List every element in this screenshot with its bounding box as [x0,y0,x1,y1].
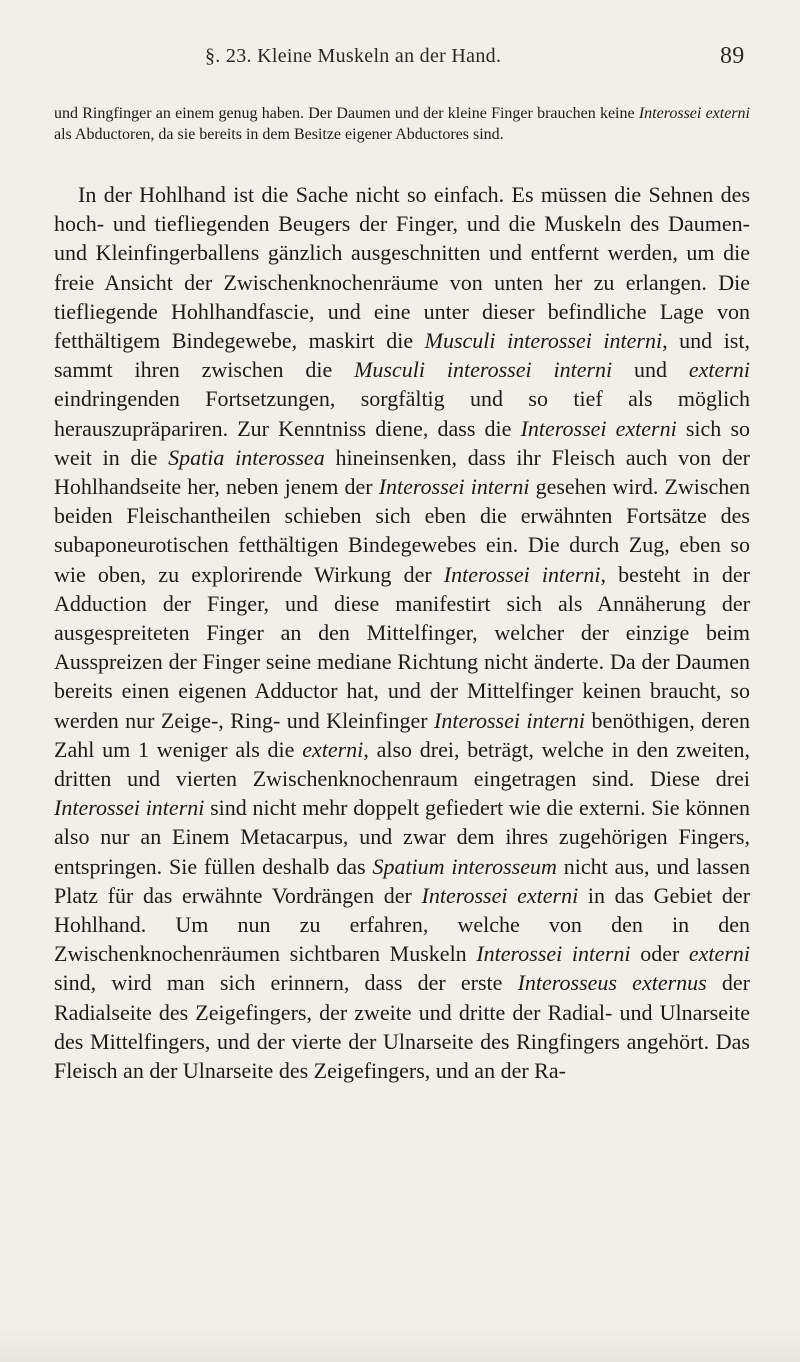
italic-term: Interosseus externus [517,970,707,996]
text-run: sind nicht mehr doppelt gefiedert wie die externi. Sie können also nur an Einem Metacarpus, und zwar dem ihres zugehörigen Fingers, entspringen. Sie füllen deshalb das [54,795,750,879]
text-run: als Abductoren, da sie bereits in dem Besitze eigener Abductores sind. [54,125,504,143]
section-title: §. 23. Kleine Muskeln an der Hand. [205,45,502,67]
text-run: sich so weit in die [54,415,751,470]
italic-term: externi [302,736,364,762]
italic-term: Interossei interni [54,795,205,821]
text-run: gesehen wird. Zwischen beiden Fleischantheilen schieben sich eben die erwähnten Fortsätze des subaponeurotischen fetthältigen Bindegewebes ein. Die durch Zug, eben so wie oben, zu explorirende Wirkung der [54,474,750,587]
text-run: und [612,357,689,383]
text-run: der Radialseite des Zeigefingers, der zweite und dritte der Radial- und Ulnarseite des Mittelfingers, und der vierte der Ulnarseite des Ringfingers angehört. Das Fleisch an der Ulnarseite des Zeigefingers, und an der Ra- [54,970,750,1084]
italic-term: externi [688,357,750,383]
italic-term: Spatium interosseum [372,853,557,879]
italic-term: Interossei interni [476,941,631,967]
text-run: sind, wird man sich erinnern, dass der erste [54,970,518,996]
text-run: und Ringfinger an einem genug haben. Der Daumen und der kleine Finger brauchen keine [54,105,639,122]
italic-term: Spatia interossea [168,444,325,470]
text-run: , also drei, beträgt, welche in den zweiten, dritten und vierten Zwischenknochenraum eingetragen sind. Diese drei [54,736,750,792]
text-run: hineinsenken, dass ihr Fleisch auch von der Hohlhandseite her, neben jenem der [54,444,750,500]
page-fold-shadow [0,1330,800,1362]
text-run: eindringenden Fortsetzungen, sorgfältig und so tief als möglich herauszupräpariren. Zur Kenntniss diene, dass die [54,386,750,441]
text-run: , besteht in der Adduction der Finger, und diese manifestirt sich als Annäherung der ausgespreiteten Finger an den Mittelfinger, welcher der einzige beim Ausspreizen der Finger seine mediane Richtung nicht änderte. Da der Daumen bereits einen eigenen Adductor hat, und der Mittelfinger keinen braucht, so werden nur Zeige-, Ring- und Kleinfinger [54,561,750,733]
italic-term: Interossei interni [434,707,586,733]
italic-term: Interossei interni [443,561,601,587]
italic-term: externi [688,941,750,967]
text-run: In der Hohlhand ist die Sache nicht so einfach. Es müssen die Sehnen des hoch- und tiefliegenden Beugers der Finger, und die Muskeln des Daumen- und Kleinfingerballens gänzlich ausgeschnitten und entfernt werden, um die freie Ansicht der Zwischenknochenräume von unten her zu erlangen. Die tiefliegende Hohlhandfascie, und eine unter dieser befindliche Lage von fetthältigem Bindegewebe, maskirt die [54,182,750,354]
italic-term: Musculi interossei interni [424,328,663,354]
running-head [0,41,800,71]
text-run: , und ist, sammt ihren zwischen die [54,328,750,383]
page-number: 89 [720,43,745,69]
text-run: oder [630,941,689,967]
text-run: benöthigen, deren Zahl um 1 weniger als die [54,707,750,762]
italic-term: Interossei externi [638,105,750,122]
intro-paragraph [54,104,750,145]
italic-term: Interossei externi [520,415,677,441]
text-run: nicht aus, und lassen Platz für das erwähnte Vordrängen der [54,853,750,908]
italic-term: Interossei interni [378,474,530,500]
main-paragraph [54,180,750,1085]
italic-term: Musculi interossei interni [354,357,613,383]
text-run: in das Gebiet der Hohlhand. Um nun zu erfahren, welche von den in den Zwischenknochenräumen sichtbaren Muskeln [54,882,751,967]
italic-term: Interossei externi [421,882,579,908]
